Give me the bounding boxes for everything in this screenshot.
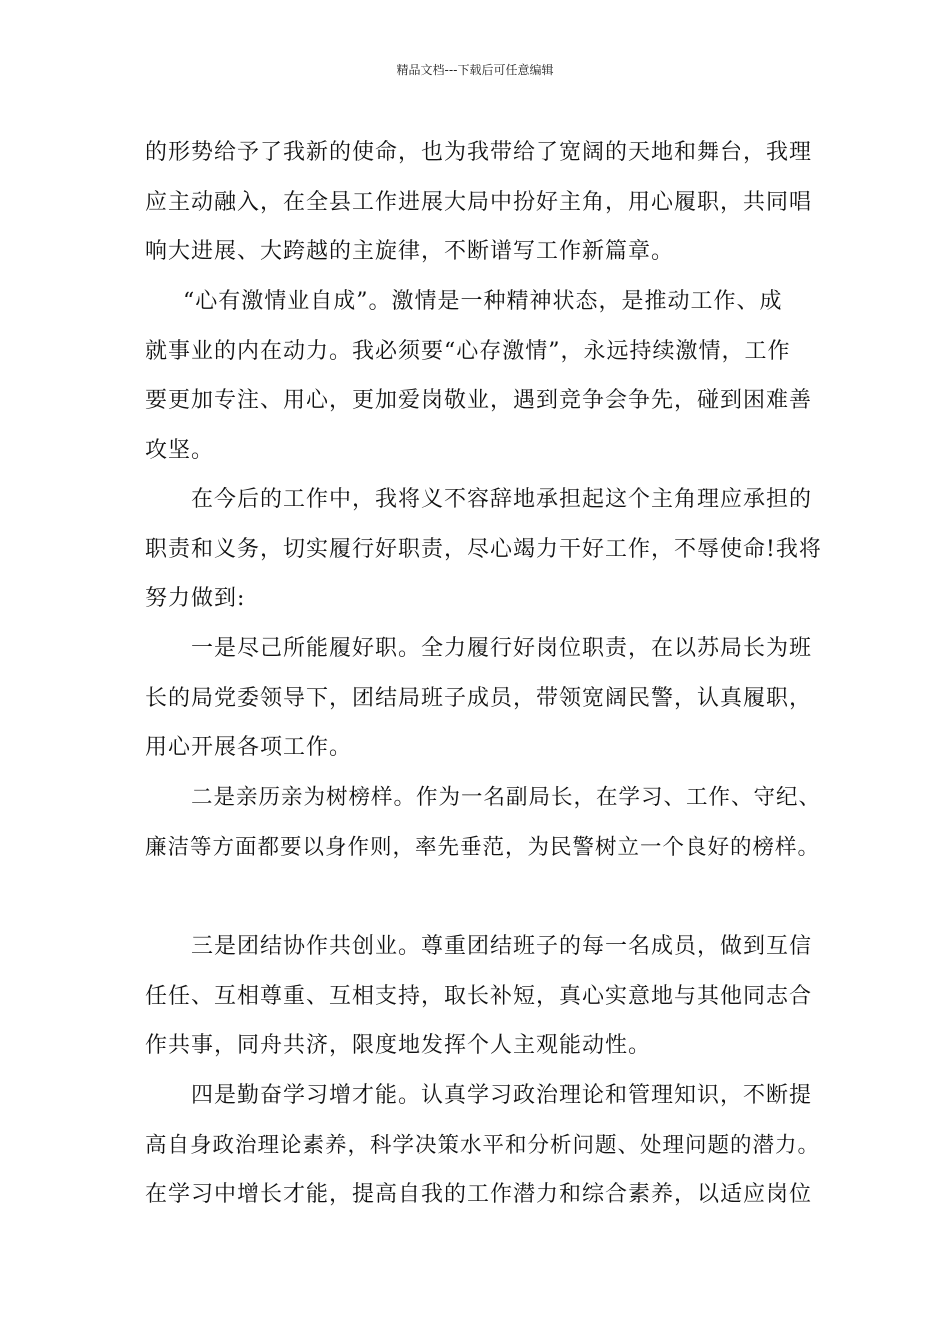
paragraph-line: 应主动融入，在全县工作进展大局中扮好主角，用心履职，共同唱	[145, 189, 813, 215]
paragraph-5	[145, 773, 825, 872]
paragraph-6	[145, 922, 825, 1071]
paragraph-line: 长的局党委领导下，团结局班子成员，带领宽阔民警，认真履职，	[145, 685, 813, 711]
paragraph-line: 要更加专注、用心，更加爱岗敬业，遇到竞争会争先，碰到困难善	[145, 388, 813, 413]
paragraph-line: 攻坚。	[145, 437, 215, 463]
paragraph-3	[145, 475, 825, 624]
paragraph-line: 三是团结协作共创业。尊重团结班子的每一名成员，做到互信	[191, 934, 813, 959]
paragraph-line: 任任、互相尊重、互相支持，取长补短，真心实意地与其他同志合	[145, 983, 813, 1009]
page-header: 精品文档---下载后可任意编辑	[396, 63, 554, 77]
paragraph-line: 努力做到:	[145, 586, 246, 611]
paragraph-line: 廉洁等方面都要以身作则，率先垂范，为民警树立一个良好的榜样。	[145, 834, 821, 860]
paragraph-line: 的形势给予了我新的使命，也为我带给了宽阔的天地和舞台，我理	[145, 140, 813, 165]
paragraph-line: 二是亲历亲为树榜样。作为一名副局长，在学习、工作、守纪、	[191, 785, 822, 810]
paragraph-2	[145, 277, 825, 475]
paragraph-line: 高自身政治理论素养，科学决策水平和分析问题、处理问题的潜力。	[145, 1132, 821, 1158]
paragraph-4	[145, 624, 825, 773]
paragraph-line: 就事业的内在动力。我必须要“心存激情”，永远持续激情，工作	[145, 338, 791, 364]
paragraph-line: 响大进展、大跨越的主旋律，不断谱写工作新篇章。	[145, 239, 675, 264]
paragraph-line: 四是勤奋学习增才能。认真学习政治理论和管理知识，不断提	[191, 1083, 813, 1108]
paragraph-7	[145, 1071, 825, 1220]
paragraph-line: “心有激情业自成”。激情是一种精神状态，是推动工作、成	[183, 289, 783, 314]
paragraph-line: 作共事，同舟共济，限度地发挥个人主观能动性。	[145, 1033, 652, 1058]
paragraph-line: 一是尽己所能履好职。全力履行好岗位职责，在以苏局长为班	[191, 636, 813, 661]
paragraph-line: 在今后的工作中，我将义不容辞地承担起这个主角理应承担的	[191, 487, 813, 512]
paragraph-line: 用心开展各项工作。	[145, 735, 353, 760]
paragraph-line: 职责和义务，切实履行好职责，尽心竭力干好工作，不辱使命!我将	[145, 536, 822, 562]
paragraph-1	[145, 128, 825, 277]
paragraph-line: 在学习中增长才能，提高自我的工作潜力和综合素养，以适应岗位	[145, 1182, 813, 1207]
